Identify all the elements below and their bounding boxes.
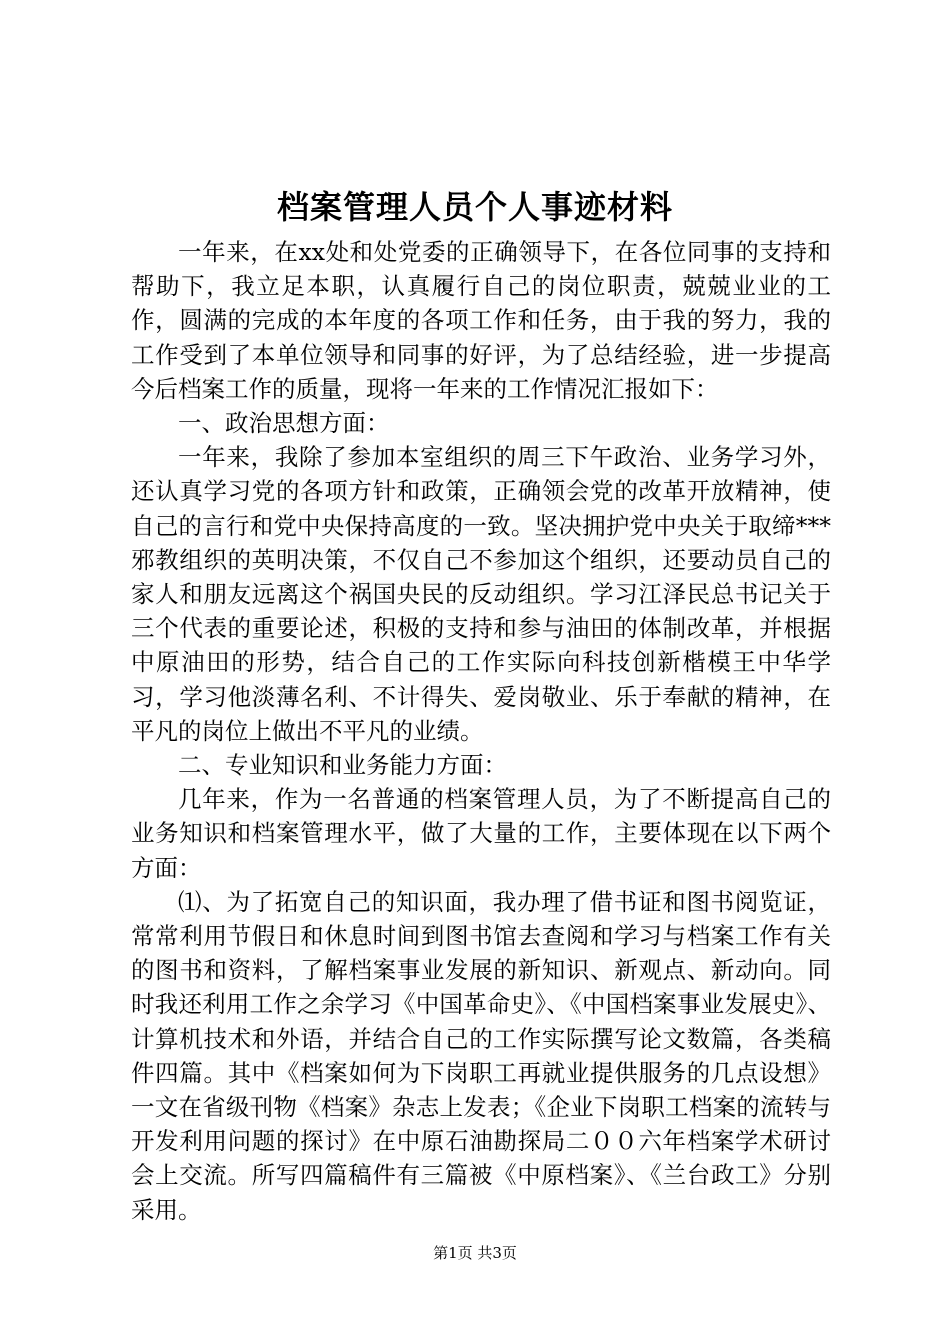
section-heading-professional: 二、专业知识和业务能力方面：	[178, 751, 507, 780]
page-footer: 第1页 共3页	[433, 1244, 517, 1262]
paragraph-professional-intro: 几年来，作为一名普通的档案管理人员，为了不断提高自己的业务知识和档案管理水平，做了大量的工作，主要体现在以下两个方面：	[131, 785, 831, 882]
paragraph-intro: 一年来，在xx处和处党委的正确领导下，在各位同事的支持和帮助下，我立足本职，认真履行自己的岗位职责，兢兢业业的工作，圆满的完成的本年度的各项工作和任务，由于我的努力，我的工作受到了本单位领导和同事的好评，为了总结经验，进一步提高今后档案工作的质量，现将一年来的工作情况汇报如下：	[131, 238, 831, 403]
paragraph-politics: 一年来，我除了参加本室组织的周三下午政治、业务学习外，还认真学习党的各项方针和政策，正确领会党的改革开放精神，使自己的言行和党中央保持高度的一致。坚决拥护党中央关于取缔***邪教组织的英明决策，不仅自己不参加这个组织，还要动员自己的家人和朋友远离这个祸国央民的反动组织。学习江泽民总书记关于三个代表的重要论述，积极的支持和参与油田的体制改革，并根据中原油田的形势，结合自己的工作实际向科技创新楷模王中华学习，学习他淡薄名利、不计得失、爱岗敬业、乐于奉献的精神，在平凡的岗位上做出不平凡的业绩。	[131, 443, 831, 745]
document-title: 档案管理人员个人事迹材料	[276, 188, 673, 226]
section-heading-politics: 一、政治思想方面：	[178, 409, 390, 438]
document-body	[131, 235, 831, 1227]
paragraph-professional-item-1: ⑴、为了拓宽自己的知识面，我办理了借书证和图书阅览证，常常利用节假日和休息时间到图书馆去查阅和学习与档案工作有关的图书和资料，了解档案事业发展的新知识、新观点、新动向。同时我还利用工作之余学习《中国革命史》、《中国档案事业发展史》、计算机技术和外语，并结合自己的工作实际撰写论文数篇，各类稿件四篇。其中《档案如何为下岗职工再就业提供服务的几点设想》一文在省级刊物《档案》杂志上发表；《企业下岗职工档案的流转与开发利用问题的探讨》在中原石油勘探局二００六年档案学术研讨会上交流。所写四篇稿件有三篇被《中原档案》、《兰台政工》分别采用。	[131, 887, 831, 1224]
